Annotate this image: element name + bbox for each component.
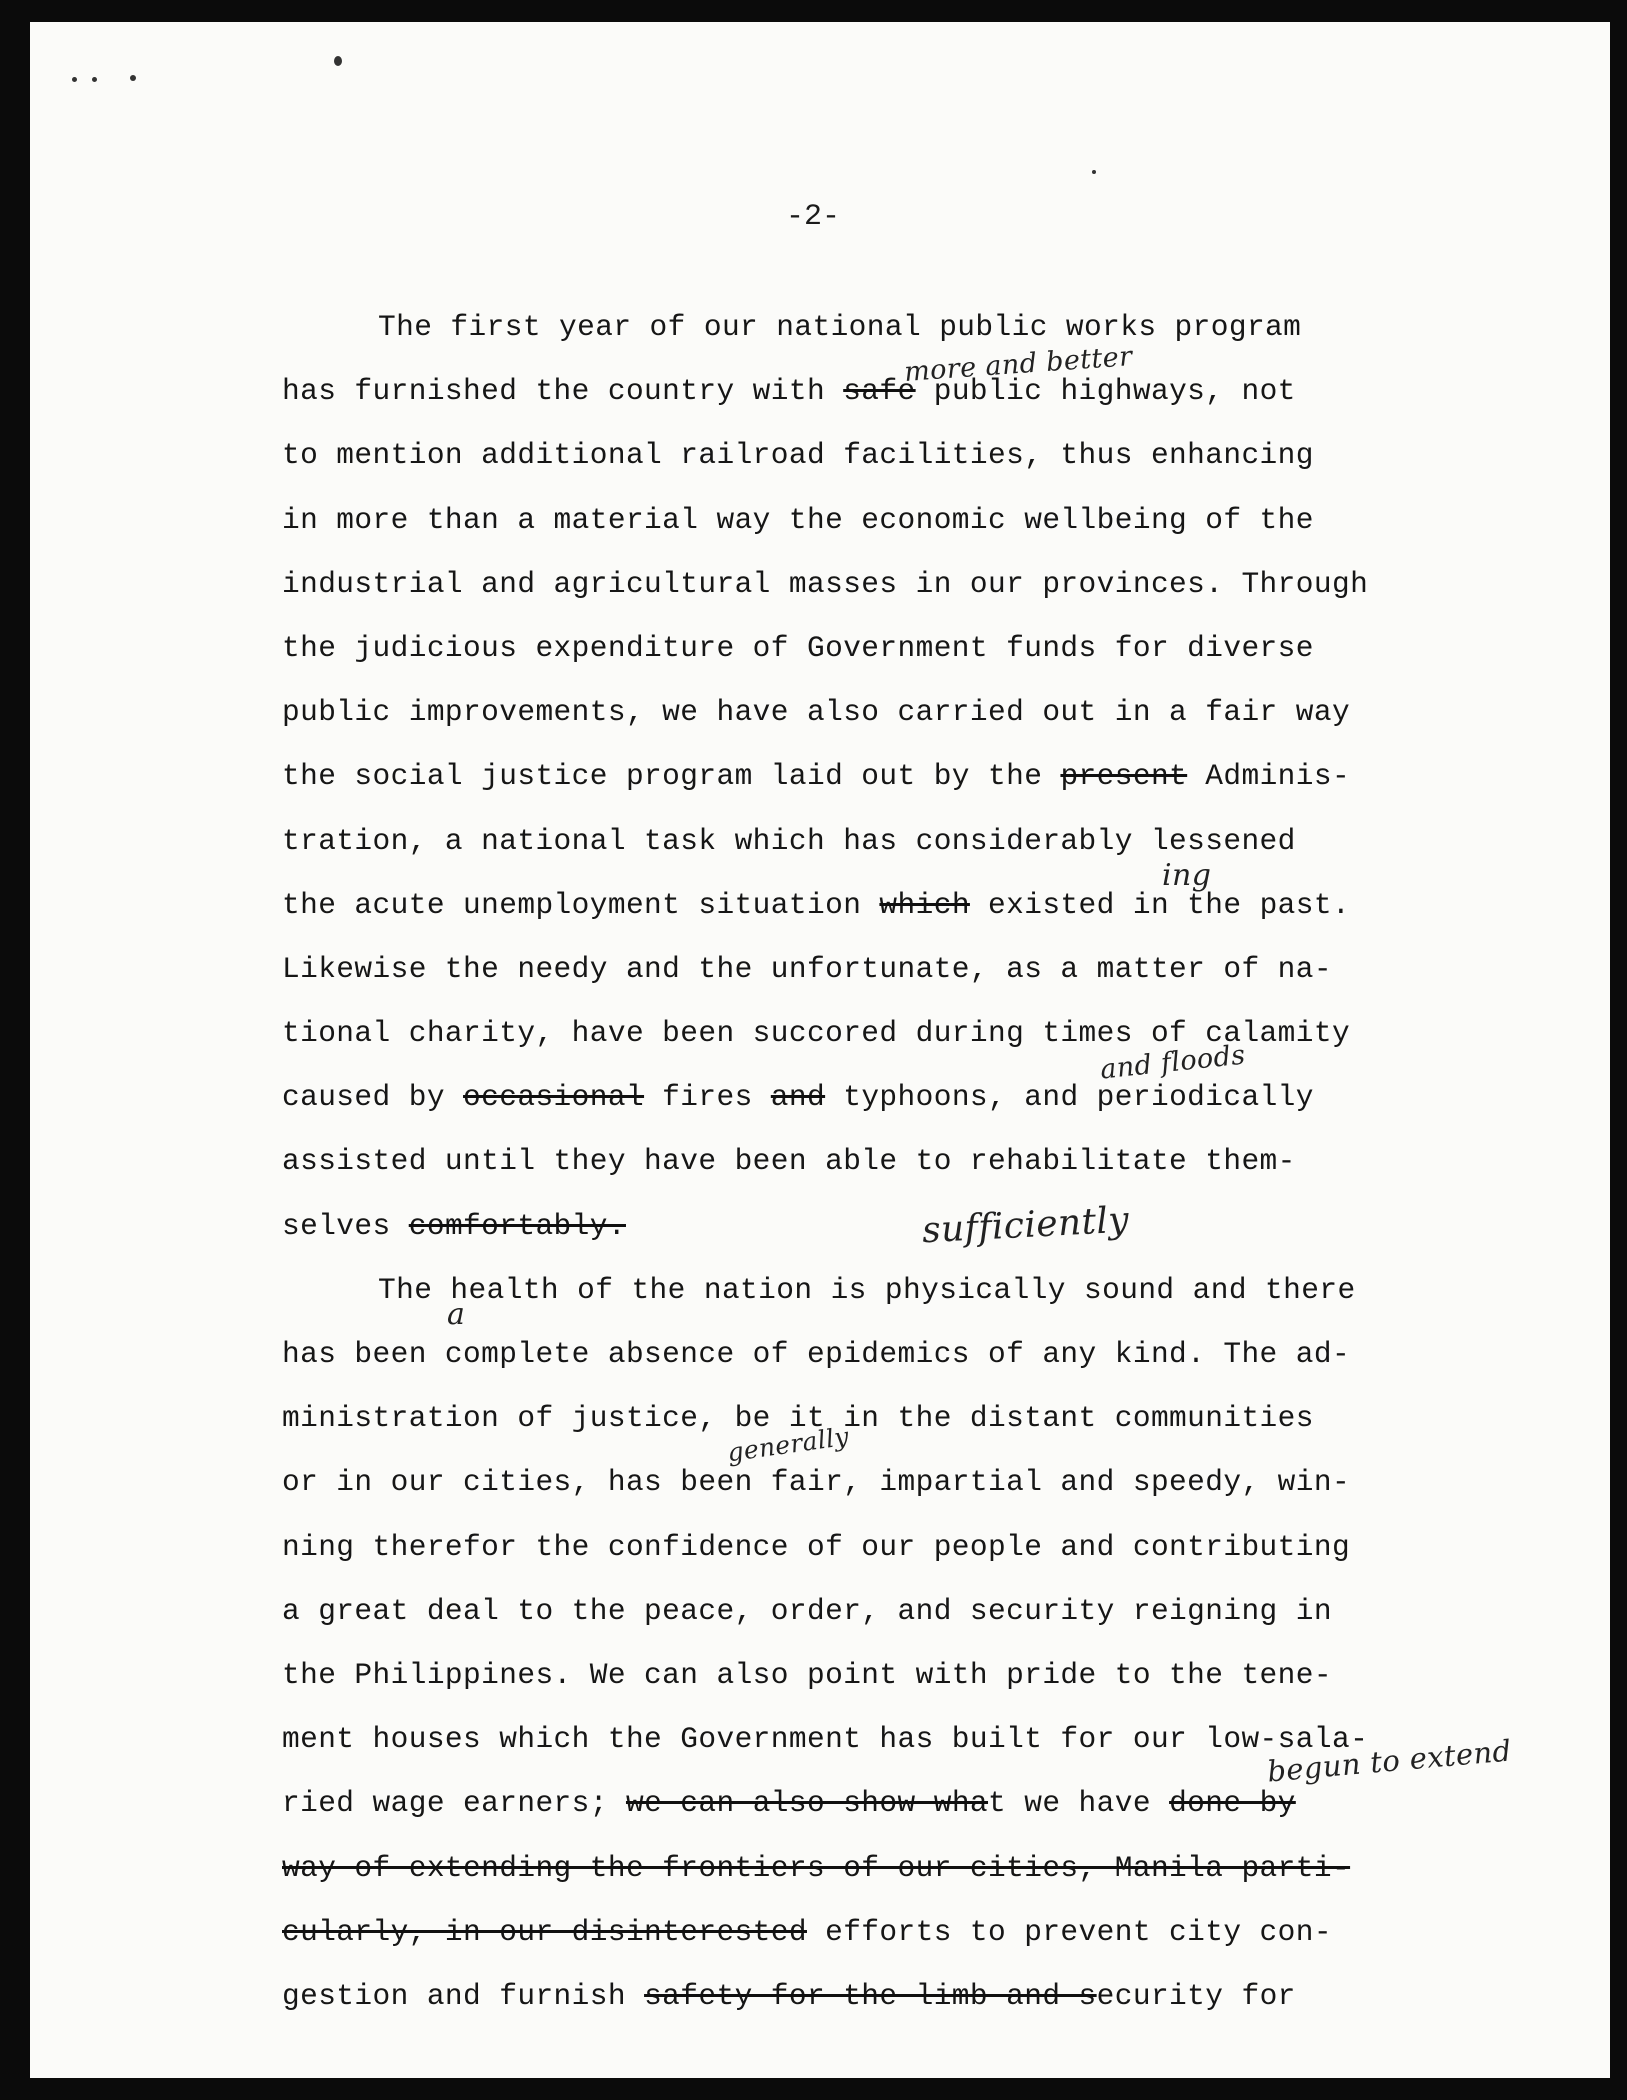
struck-word: way of extending the frontiers of our cities, Manila parti- — [282, 1850, 1351, 1885]
line-text: industrial and agricultural masses in our provinces. Through — [282, 566, 1369, 601]
line-text: in more than a material way the economic wellbeing of the — [282, 502, 1314, 537]
scan-speck — [72, 77, 77, 82]
text-line: the acute unemployment situation which existed in the past. ing — [282, 857, 1351, 922]
letter-body — [282, 295, 1513, 2028]
line-text: to mention additional railroad facilities, thus enhancing — [282, 438, 1314, 473]
struck-word: safe — [843, 374, 916, 409]
handwritten-insertion: generally — [725, 1422, 851, 1468]
scan-speck — [92, 77, 97, 82]
text-line — [282, 488, 1502, 552]
text-line — [282, 295, 1502, 359]
struck-word: comfortably. — [408, 1208, 626, 1243]
text-line: caused by occasional fires and typhoons, and periodically and floods — [282, 1039, 1314, 1115]
handwritten-insertion: a — [447, 1297, 466, 1332]
text-line: ried wage earners; we can also show what we have done by begun to extend — [282, 1733, 1513, 1821]
line-text: tration, a national task which has considerably lessened — [282, 823, 1296, 858]
line-text: public improvements, we have also carried out in a fair way — [282, 695, 1351, 730]
text-line — [282, 1386, 1502, 1450]
handwritten-insertion: ing — [1162, 857, 1212, 893]
text-line — [282, 1129, 1502, 1193]
scan-speck — [130, 75, 136, 81]
line-text: tional charity, have been succored during times of calamity — [282, 1016, 1351, 1051]
struck-word: safety for the limb and s — [644, 1978, 1097, 2013]
page-number: -2- — [786, 200, 841, 234]
text-line: selves comfortably. sufficiently — [282, 1199, 1131, 1252]
struck-word: occasional — [463, 1080, 645, 1115]
line-text: assisted until they have been able to rehabilitate them- — [282, 1144, 1296, 1179]
text-line: the social justice program laid out by the present Adminis- — [282, 759, 1351, 794]
text-line — [282, 1836, 1502, 1900]
line-text: ministration of justice, be it in the distant communities — [282, 1401, 1314, 1436]
text-line — [282, 423, 1502, 487]
struck-word: cularly, in our disinterested — [282, 1914, 807, 1949]
handwritten-insertion: begun to extend — [1265, 1733, 1513, 1789]
line-text: Likewise the needy and the unfortunate, as a matter of na- — [282, 951, 1332, 986]
text-line — [282, 937, 1502, 1001]
struck-word: done by — [1169, 1786, 1296, 1821]
line-text: ment houses which the Government has built for our low-sala- — [282, 1722, 1369, 1757]
text-line — [282, 552, 1502, 616]
line-text: The first year of our national public works program — [378, 310, 1302, 344]
line-text: the judicious expenditure of Government funds for diverse — [282, 630, 1314, 665]
text-line: has furnished the country with safe public highways, not more and better — [282, 341, 1296, 409]
line-text: ning therefor the confidence of our people and contributing — [282, 1529, 1351, 1564]
handwritten-insertion: and floods — [1098, 1039, 1247, 1086]
text-line — [282, 1001, 1502, 1065]
struck-word: which — [879, 887, 970, 922]
document-page — [30, 22, 1610, 2078]
handwritten-insertion: sufficiently — [921, 1199, 1131, 1252]
text-line — [282, 809, 1502, 873]
struck-word: we can also show wha — [625, 1786, 989, 1821]
text-line — [282, 1579, 1502, 1643]
text-line — [282, 680, 1502, 744]
scan-speck — [1092, 170, 1096, 174]
text-line: cularly, in our disinterested efforts to prevent city con- — [282, 1914, 1332, 1949]
line-text: a great deal to the peace, order, and security reigning in — [282, 1593, 1332, 1628]
text-line — [282, 616, 1502, 680]
line-text: the Philippines. We can also point with pride to the tene- — [282, 1657, 1332, 1692]
struck-word: present — [1060, 759, 1188, 794]
text-line: has been complete absence of epidemics of any kind. The ad- a — [282, 1297, 1351, 1371]
struck-word: and — [770, 1080, 826, 1115]
scan-speck — [334, 56, 342, 66]
text-line: or in our cities, has been fair, impartial and speedy, win- generally — [282, 1422, 1351, 1500]
text-line — [282, 1643, 1502, 1707]
text-line: gestion and furnish safety for the limb and security for — [282, 1978, 1296, 2013]
line-text: The health of the nation is physically sound and there — [378, 1272, 1356, 1307]
text-line — [282, 1515, 1502, 1579]
handwritten-insertion: more and better — [903, 341, 1134, 389]
